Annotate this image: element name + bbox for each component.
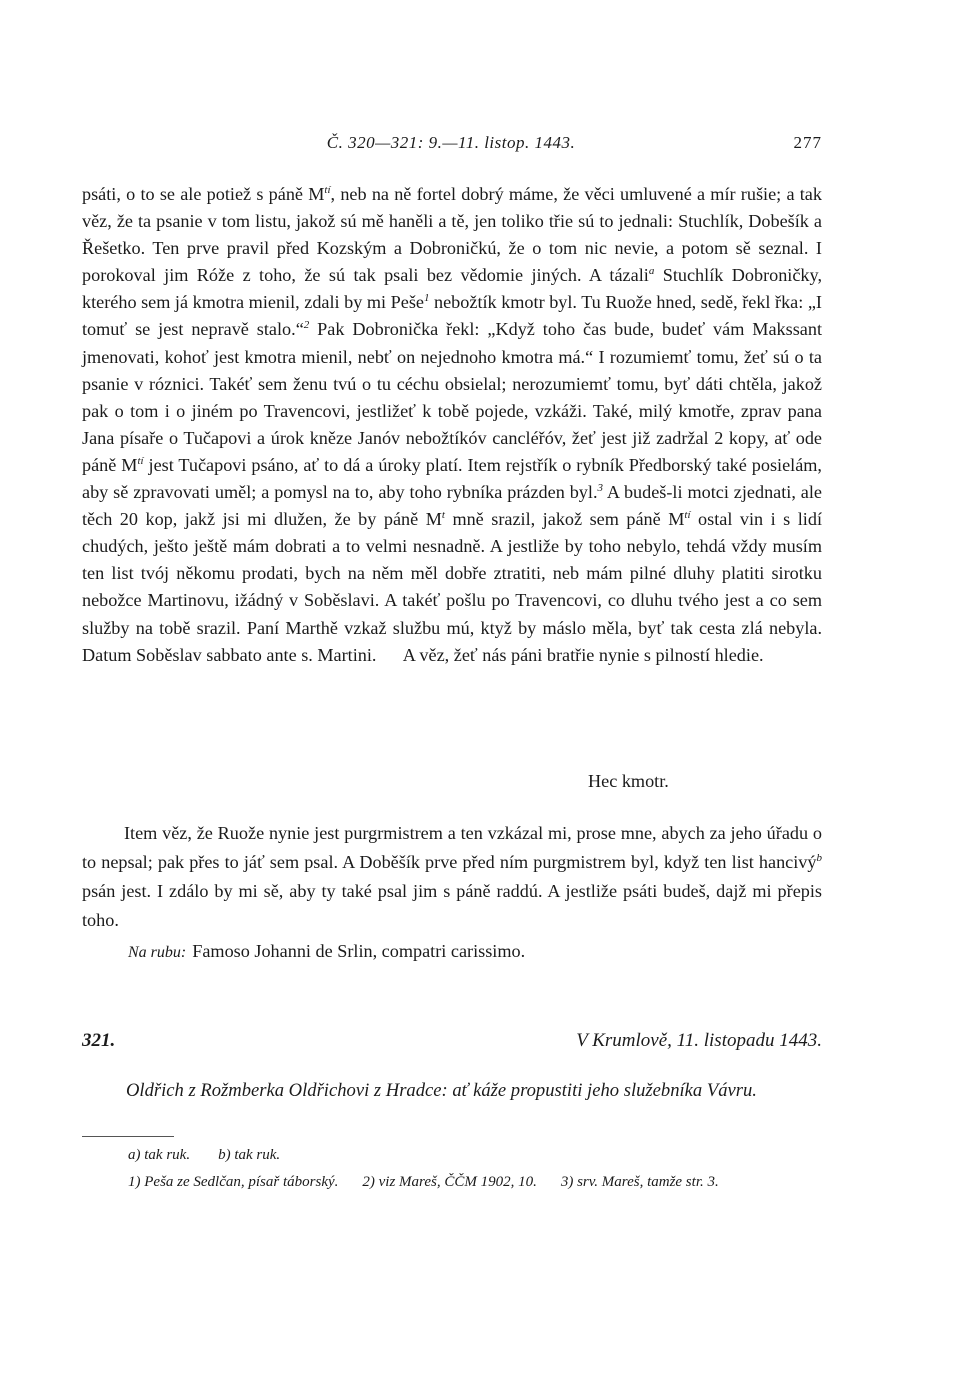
footnote: 3) srv. Mareš, tamže str. 3. bbox=[560, 1174, 719, 1190]
document-number: 321. bbox=[82, 1030, 116, 1051]
text-note: a) tak ruk. bbox=[128, 1147, 191, 1163]
running-head bbox=[80, 133, 822, 159]
text-run: psán jest. I zdálo by mi sě, aby ty také psal jim s páně raddú. A jestliže psáti budeš, dajž mi přepis toho. bbox=[82, 881, 822, 930]
footnote-mark: 1 bbox=[423, 292, 430, 305]
superscript: tí bbox=[324, 183, 331, 196]
text-run: A budeš-li motci zjednati, ale těch 20 kop, jakž jsi mi dlužen, že by páně M bbox=[82, 482, 822, 530]
address-note bbox=[128, 938, 525, 966]
document-place-date: V Krumlově, 11. listopadu 1443. bbox=[576, 1030, 822, 1051]
postscript bbox=[82, 819, 822, 935]
letter-paragraph bbox=[82, 181, 850, 669]
postscript-paragraph bbox=[82, 819, 822, 935]
text-run: mně srazil, jakož sem páně M bbox=[444, 509, 685, 530]
text-run: , neb na ně fortel dobrý máme, že věci umluvené a mír rušie; a tak věz, že ta psanie v tom listu, jakož sú mě haněli a tě, jen toliko třie sú to jednali: Stuchlík, Dobešík a Řešetko. Ten prve pravil před Kozským a Dobroničkú, že o tom nic nevie, a potom sě seznal. I porokoval jim Róže z toho, že sú tak psali bez vědomie jiných. A tázali bbox=[82, 184, 822, 286]
superscript: tí bbox=[684, 509, 691, 522]
letter-body bbox=[82, 181, 850, 669]
footnote-mark: a bbox=[648, 265, 655, 278]
address-text: Famoso Johanni de Srlin, compatri carissimo. bbox=[192, 941, 526, 961]
footnote-divider bbox=[82, 1136, 174, 1137]
footnote-mark: b bbox=[816, 851, 822, 864]
superscript: t bbox=[441, 509, 445, 522]
text-run: Item věz, že Ruože nynie jest purgrmistrem a ten vzkázal mi, prose mne, abych za jeho úřadu o to nepsal; pak přes to jáť sem psal. A Doběšík prve před ním purgmistrem byl, když ten list hancivý bbox=[82, 823, 822, 872]
footnote: 2) viz Mareš, ČČM 1902, 10. bbox=[362, 1174, 537, 1190]
superscript: tí bbox=[137, 454, 144, 467]
page-number: 277 bbox=[793, 133, 822, 152]
text-run: jest Tučapovi psáno, ať to dá a úroky platí. Item rejstřík o rybník Předborský také posielám, aby sě zpravovati uměl; a pomysl na to, aby toho rybníka prázden byl. bbox=[82, 454, 822, 503]
footnotes bbox=[128, 1174, 743, 1191]
running-head-title: Č. 320—321: 9.—11. listop. 1443. bbox=[326, 133, 576, 152]
text-run: ostal vin i s lidí chudých, ješto ještě mám dobrati a to velmi nesnadně. A jestliže by toho nebylo, tehdá vždy musím ten list tvój někomu prodati, bych na něm měl dobře ztratiti, neb mám pilné dluhy platiti sirotku nebožce Martinovu, ižádný v Soběslavi. A takéť pošlu po Travencovi, co dluhu tvého jest a co sem služby na tobě srazil. Paní Marthě vzkaž službu mú, ktyž by máslo měla, byť tak cesta zlá nebyla. Datum Soběslav sabbato ante s. Martini. A věz, žeť nás páni bratřie nynie s pilností hledie. bbox=[82, 509, 850, 665]
text-notes bbox=[128, 1147, 308, 1164]
text-run: Pak Dobronička řekl: „Když toho čas bude, budeť vám Makssant jmenovati, kohoť jest kmotra mienil, nebť on nejednoho kmotra má.“ I rozumiemť tomu, žeť sú o ta psanie v róznici. Takéť sem ženu tvú o tu céchu obsielal; nerozumiemť tomu, byť dáti chtěla, jakož pak o tom i o jiném po Travencovi, jestližeť k tobě pojede, vzkáži. Také, milý kmotře, zprav pana Jana písaře o Tučapovi a úrok kněze Janóv nebožtíkóv cancléřóv, žeť jest již zadržal 2 kopy, ať ode páně M bbox=[82, 319, 822, 475]
letter-signature: Hec kmotr. bbox=[588, 771, 669, 791]
regest-text: Oldřich z Rožmberka Oldřichovi z Hradce: ať káže propustiti jeho služebníka Vávru. bbox=[126, 1080, 757, 1101]
text-run: Stuchlík Dobroničky, kterého sem já kmotra mienil, zdali by mi Peše bbox=[82, 265, 822, 313]
text-run: psáti, o to se ale potiež s páně M bbox=[82, 184, 325, 204]
footnote-mark: 2 bbox=[303, 319, 310, 332]
footnote: 1) Peša ze Sedlčan, písař táborský. bbox=[128, 1174, 339, 1190]
document-regest bbox=[82, 1077, 822, 1104]
address-label: Na rubu: bbox=[128, 944, 187, 961]
text-note: b) tak ruk. bbox=[218, 1147, 281, 1163]
footnote-mark: 3 bbox=[597, 481, 603, 494]
text-run: nebožtík kmotr byl. Tu Ruože hned, sedě, řekl řka: „I tomuť se jest nepravě stalo.“ bbox=[82, 292, 822, 340]
